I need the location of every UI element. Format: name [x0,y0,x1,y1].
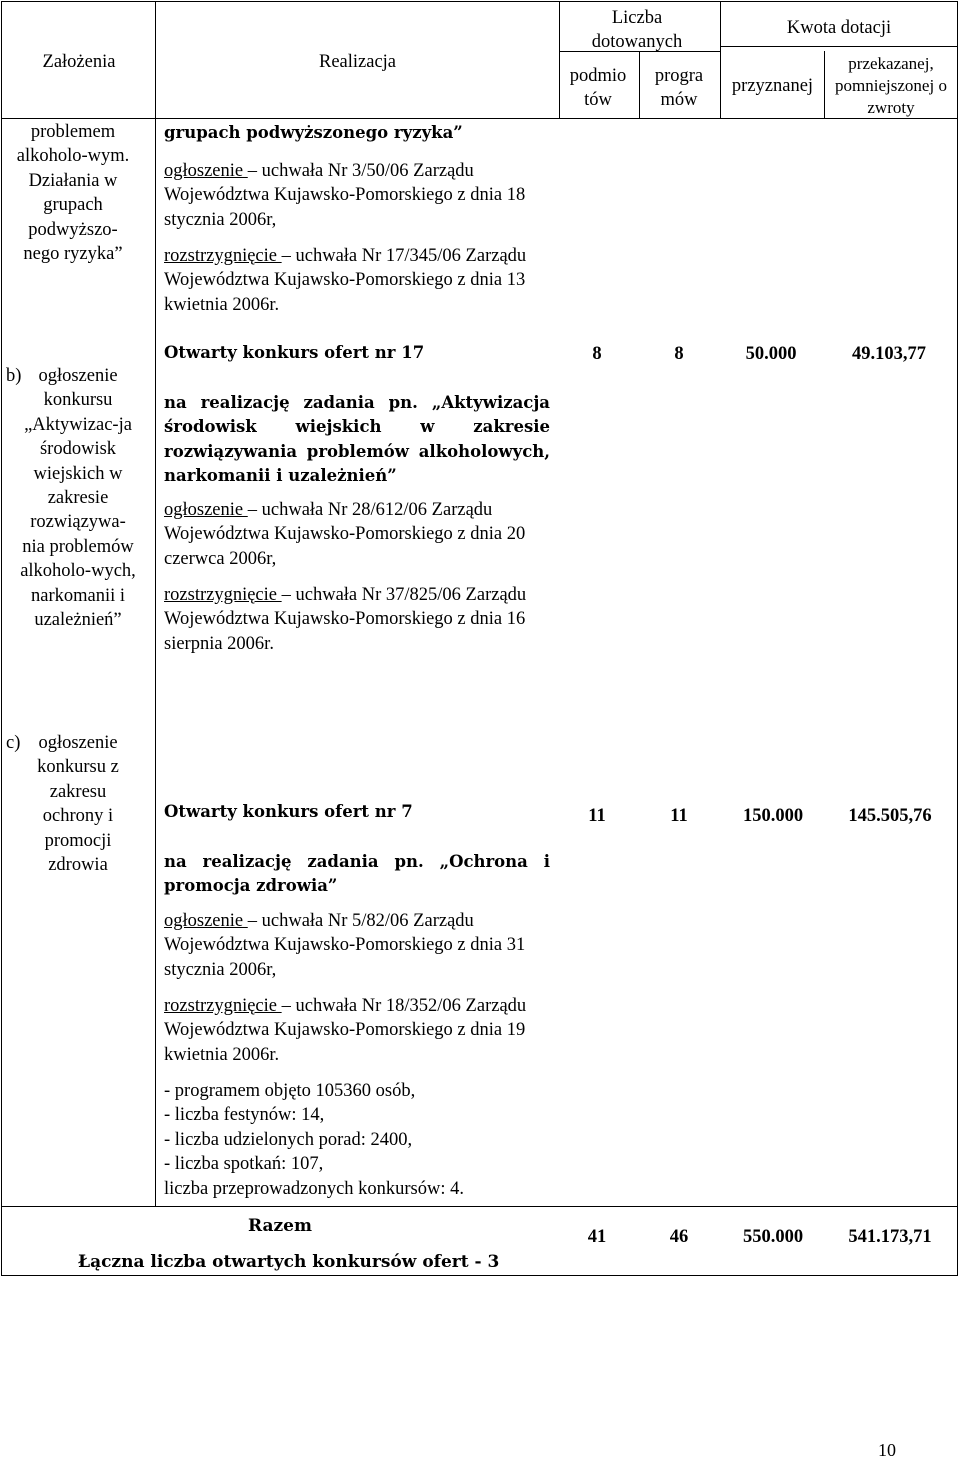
row-b-task: na realizację zadania pn. „Aktywizacja środowisk wiejskich w zakresie rozwiązywania problemów alkoholowych, narkomanii i uzależnień” [164,393,550,486]
subheader-line-kwota [720,46,958,47]
row-c-przekazanej: 145.505,76 [848,806,932,826]
row-b-rozstrzygniecie-label: rozstrzygnięcie [164,585,282,605]
total-row-divider [1,1206,958,1207]
row-c-ogloszenie [164,909,554,982]
row-c-last-line: liczba przeprowadzonych konkursów: 4. [164,1178,465,1199]
row-b-rozstrzygniecie-text: – uchwała Nr 37/825/06 Zarządu Województwa Kujawsko-Pomorskiego z dnia 16 sierpnia 2006r. [164,585,527,654]
row-c-programow: 11 [670,806,688,826]
row-a-title: grupach podwyższonego ryzyka” [164,123,463,142]
row-a-ogloszenie [164,159,554,232]
row-a-zalozenia: problemem alkoholo-wym. Działania w grupach podwyższo-nego ryzyka” [16,122,130,265]
row-c-bullet: - liczba spotkań: 107, [164,1154,324,1175]
total-przekazanej: 541.173,71 [848,1227,932,1247]
row-b-przekazanej: 49.103,77 [852,344,926,364]
total-razem: Razem [248,1216,312,1236]
header-kwota-dotacji: Kwota dotacji [786,18,892,38]
header-podmiotow: podmio tów [569,66,627,111]
table-border-right [957,1,958,1276]
col-divider-1 [155,1,156,1207]
table-border-top [1,1,958,2]
row-b-ogloszenie-label: ogłoszenie [164,500,248,520]
row-c-bullet: - liczba festynów: 14, [164,1105,325,1126]
page-number: 10 [878,1440,896,1460]
header-divider [1,118,958,119]
header-zalozenia: Założenia [42,52,116,72]
row-b-przyznanej: 50.000 [745,344,797,364]
row-a-ogloszenie-label: ogłoszenie [164,161,248,181]
total-programow: 46 [669,1227,689,1247]
table-border-bottom [1,1275,958,1276]
row-b-marker: b) [6,366,22,386]
col-divider-5 [824,51,825,119]
header-liczba-dotowanych: Liczba dotowanych [591,8,683,53]
row-b-rozstrzygniecie [164,583,554,656]
row-c-task: na realizację zadania pn. „Ochrona i promocja zdrowia” [164,852,550,896]
total-przyznanej: 550.000 [742,1227,804,1247]
table-border-left [1,1,2,1276]
row-b-ogloszenie [164,498,554,571]
row-c-ogloszenie-text: – uchwała Nr 5/82/06 Zarządu Województwa Kujawsko-Pomorskiego z dnia 31 stycznia 2006r, [164,911,526,980]
row-b-podmiotow: 8 [592,344,602,364]
header-przekazanej: przekazanej, pomniejszonej o zwroty [835,54,947,117]
row-c-rozstrzygniecie [164,994,554,1067]
row-c-podmiotow: 11 [588,806,606,826]
row-c-rozstrzygniecie-text: – uchwała Nr 18/352/06 Zarządu Województwa Kujawsko-Pomorskiego z dnia 19 kwietnia 2006r. [164,996,527,1065]
total-laczna: Łączna liczba otwartych konkursów ofert - 3 [78,1252,500,1272]
row-a-rozstrzygniecie [164,244,554,317]
row-c-bullet: - liczba udzielonych porad: 2400, [164,1129,413,1150]
row-c-ogloszenie-label: ogłoszenie [164,911,248,931]
row-a-ogloszenie-text: – uchwała Nr 3/50/06 Zarządu Województwa Kujawsko-Pomorskiego z dnia 18 stycznia 2006r, [164,161,526,230]
total-podmiotow: 41 [587,1227,607,1247]
row-b-zalozenia: ogłoszenie konkursu „Aktywizac-ja środowisk wiejskich w zakresie rozwiązywa-nia problemów alkoholo-wych, narkomanii i uzależnień” [20,366,136,631]
header-programow: progra mów [654,66,704,111]
row-c-marker: c) [6,733,21,753]
row-a-rozstrzygniecie-label: rozstrzygnięcie [164,246,282,266]
row-b-title: Otwarty konkurs ofert nr 17 [164,343,425,362]
row-b-programow: 8 [674,344,684,364]
row-c-bullet: - programem objęto 105360 osób, [164,1081,416,1101]
row-c-stats [164,1079,554,1201]
row-b-ogloszenie-text: – uchwała Nr 28/612/06 Zarządu Województwa Kujawsko-Pomorskiego z dnia 20 czerwca 2006r, [164,500,526,569]
row-c-zalozenia: ogłoszenie konkursu z zakresu ochrony i promocji zdrowia [37,733,119,876]
col-divider-3 [639,51,640,119]
row-a-rozstrzygniecie-text: – uchwała Nr 17/345/06 Zarządu Województwa Kujawsko-Pomorskiego z dnia 13 kwietnia 2006r. [164,246,527,315]
row-c-title: Otwarty konkurs ofert nr 7 [164,802,413,821]
row-c-rozstrzygniecie-label: rozstrzygnięcie [164,996,282,1016]
header-przyznanej: przyznanej [731,76,814,96]
header-realizacja: Realizacja [318,52,397,72]
row-c-przyznanej: 150.000 [742,806,804,826]
